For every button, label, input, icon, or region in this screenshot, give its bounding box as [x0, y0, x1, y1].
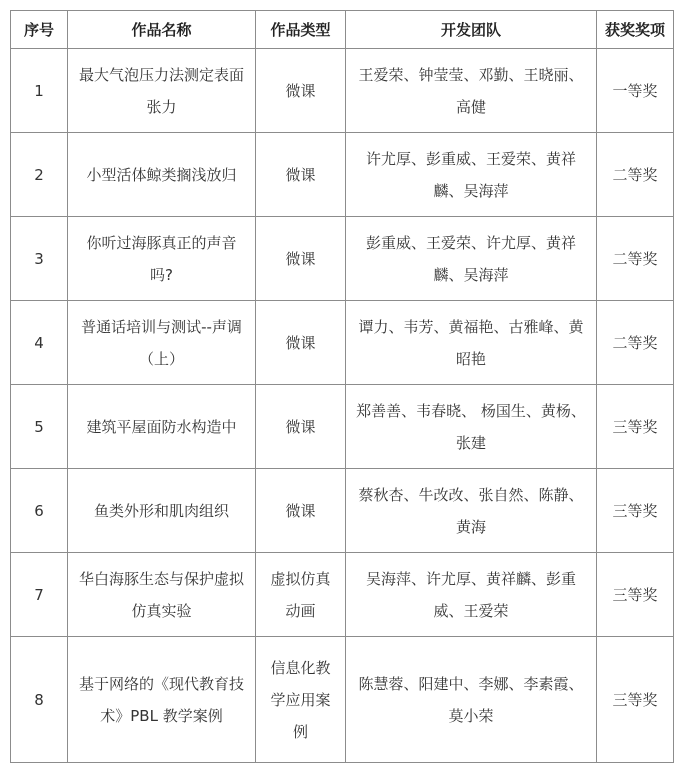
cell-award: 三等奖 — [597, 553, 674, 637]
table-row — [11, 637, 674, 763]
cell-no: 6 — [11, 469, 68, 553]
table-row — [11, 469, 674, 553]
cell-type: 微课 — [256, 217, 346, 301]
table-row — [11, 49, 674, 133]
cell-name: 鱼类外形和肌肉组织 — [68, 469, 256, 553]
cell-team: 吴海萍、许尤厚、黄祥麟、彭重威、王爱荣 — [346, 553, 597, 637]
cell-name: 建筑平屋面防水构造中 — [68, 385, 256, 469]
cell-type: 微课 — [256, 301, 346, 385]
cell-type: 微课 — [256, 133, 346, 217]
cell-name: 你听过海豚真正的声音吗? — [68, 217, 256, 301]
awards-table — [10, 10, 674, 763]
cell-award: 三等奖 — [597, 637, 674, 763]
table-row — [11, 385, 674, 469]
cell-no: 7 — [11, 553, 68, 637]
cell-type: 微课 — [256, 385, 346, 469]
cell-name: 普通话培训与测试--声调（上） — [68, 301, 256, 385]
table-row — [11, 301, 674, 385]
table-row — [11, 133, 674, 217]
table-row — [11, 217, 674, 301]
cell-type: 微课 — [256, 49, 346, 133]
cell-award: 二等奖 — [597, 217, 674, 301]
header-row — [11, 11, 674, 49]
cell-no: 3 — [11, 217, 68, 301]
cell-award: 一等奖 — [597, 49, 674, 133]
cell-award: 二等奖 — [597, 301, 674, 385]
cell-name: 华白海豚生态与保护虚拟仿真实验 — [68, 553, 256, 637]
cell-award: 二等奖 — [597, 133, 674, 217]
table-row — [11, 553, 674, 637]
cell-team: 谭力、韦芳、黄福艳、古雅峰、黄昭艳 — [346, 301, 597, 385]
cell-type: 微课 — [256, 469, 346, 553]
header-name: 作品名称 — [68, 11, 256, 49]
cell-award: 三等奖 — [597, 385, 674, 469]
header-team: 开发团队 — [346, 11, 597, 49]
cell-team: 王爱荣、钟莹莹、邓勤、王晓丽、高健 — [346, 49, 597, 133]
cell-no: 8 — [11, 637, 68, 763]
cell-team: 许尤厚、彭重威、王爱荣、黄祥麟、吴海萍 — [346, 133, 597, 217]
header-no: 序号 — [11, 11, 68, 49]
cell-no: 1 — [11, 49, 68, 133]
cell-no: 5 — [11, 385, 68, 469]
cell-team: 陈慧蓉、阳建中、李娜、李素霞、莫小荣 — [346, 637, 597, 763]
cell-type: 虚拟仿真动画 — [256, 553, 346, 637]
cell-team: 郑善善、韦春晓、 杨国生、黄杨、张建 — [346, 385, 597, 469]
cell-no: 4 — [11, 301, 68, 385]
cell-no: 2 — [11, 133, 68, 217]
cell-name: 最大气泡压力法测定表面张力 — [68, 49, 256, 133]
cell-team: 彭重威、王爱荣、许尤厚、黄祥麟、吴海萍 — [346, 217, 597, 301]
cell-name: 基于网络的《现代教育技术》PBL 教学案例 — [68, 637, 256, 763]
cell-award: 三等奖 — [597, 469, 674, 553]
cell-type: 信息化教学应用案例 — [256, 637, 346, 763]
cell-name: 小型活体鲸类搁浅放归 — [68, 133, 256, 217]
cell-team: 蔡秋杏、牛改改、张自然、陈静、黄海 — [346, 469, 597, 553]
header-award: 获奖奖项 — [597, 11, 674, 49]
header-type: 作品类型 — [256, 11, 346, 49]
